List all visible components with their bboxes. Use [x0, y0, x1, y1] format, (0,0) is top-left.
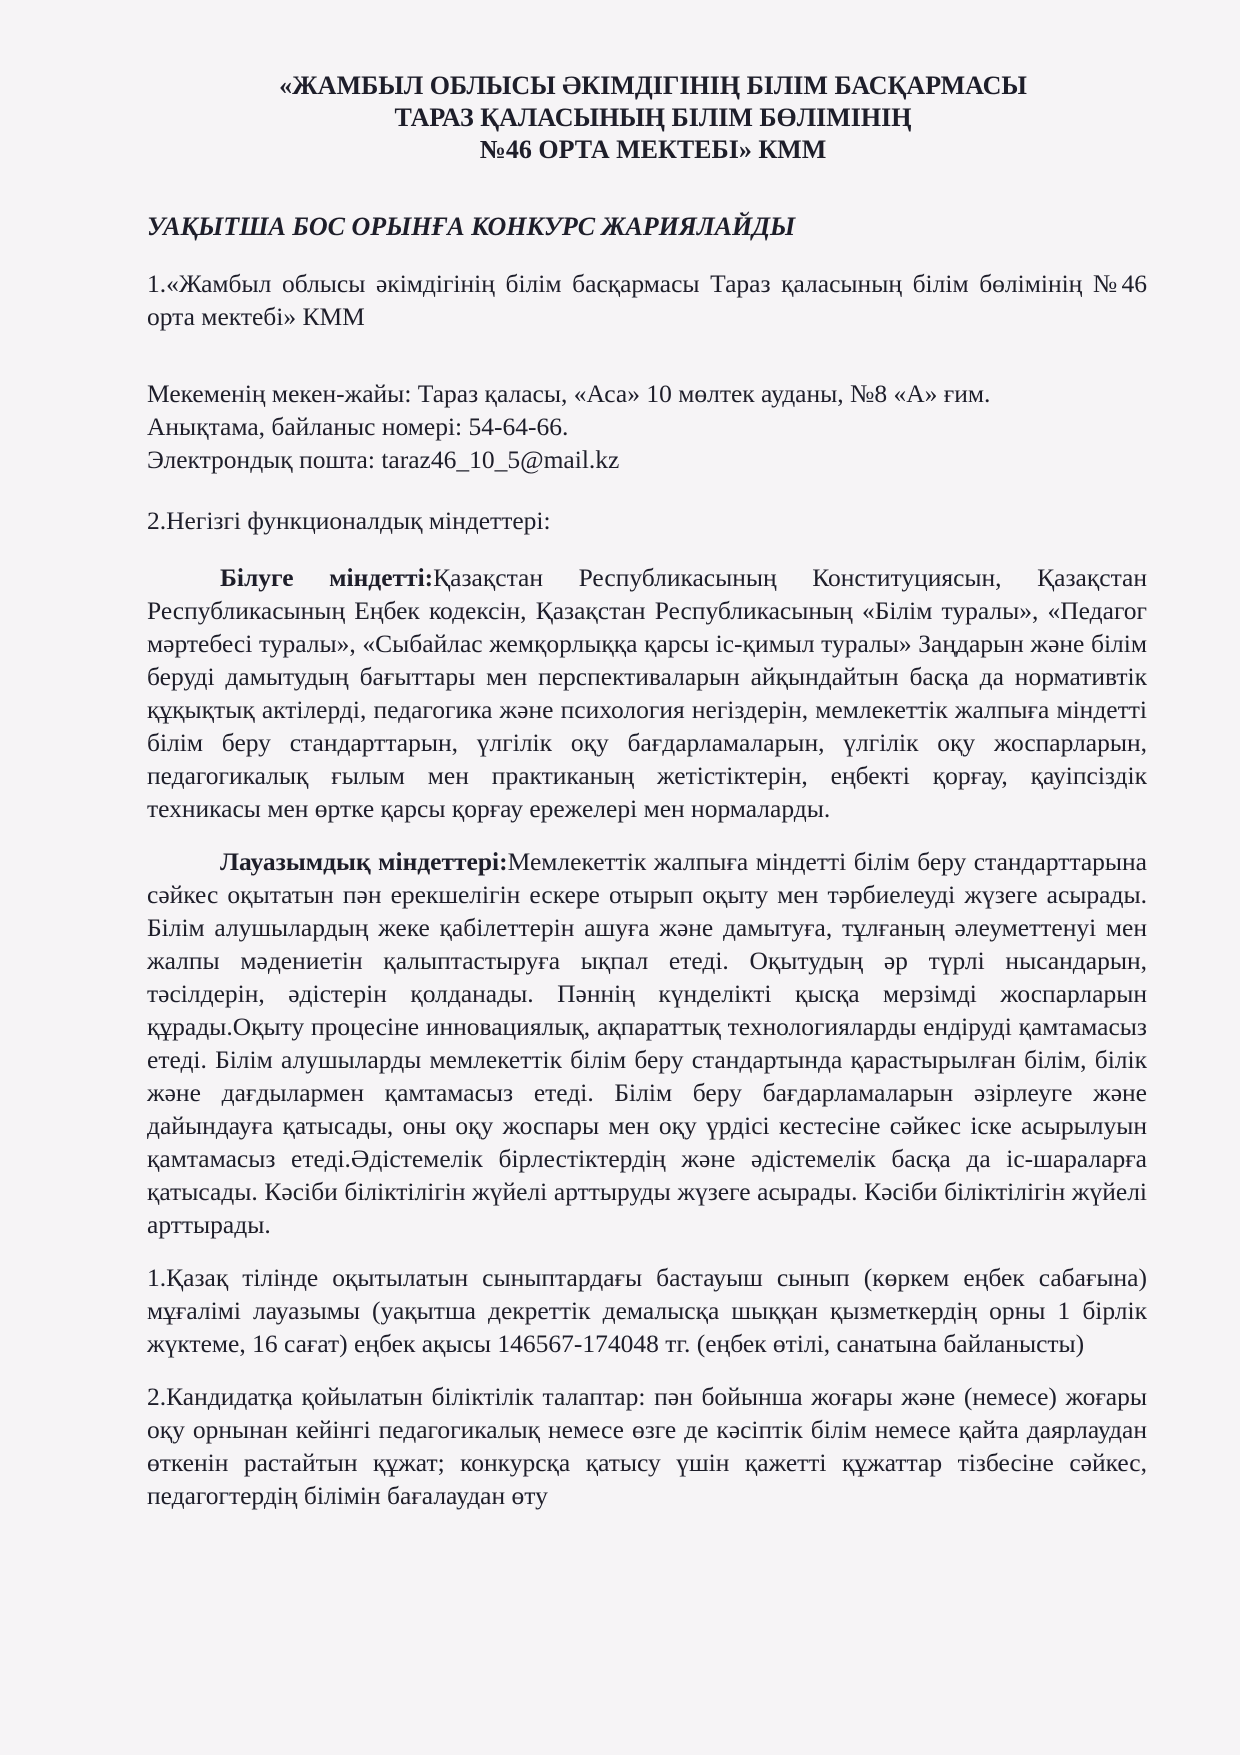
section-1-text: 1.«Жамбыл облысы әкімдігінің білім басқармасы Тараз қаласының білім бөлімінің №46 орта мектебі» КММ: [147, 269, 1147, 331]
document-header: [147, 70, 1147, 166]
header-line-2: ТАРАЗ ҚАЛАСЫНЫҢ БІЛІМ БӨЛІМІНІҢ: [394, 103, 912, 132]
duties-job-label: Лауазымдық міндеттері:: [220, 847, 508, 876]
announcement-title: УАҚЫТША БОС ОРЫНҒА КОНКУРС ЖАРИЯЛАЙДЫ: [147, 212, 796, 241]
contacts-block: [147, 377, 1147, 476]
duties-job-text: Мемлекеттік жалпыға міндетті білім беру стандарттарына сәйкес оқытатын пән ерекшелігін ескере отырып оқыту мен тәрбиелеуді жүзеге асырады. Білім алушылардың жеке қабілеттерін ашуға және дамытуға, тұлғаның әлеуметтенуі мен жалпы мәдениетін қалыптастыруға ықпал етеді. Оқытудың әр түрлі нысандарын, тәсілдерін, әдістерін қолданады. Пәннің күнделікті қысқа мерзімді жоспарларын құрады.Оқыту процесіне инновациялық, ақпараттық технологияларды ендіруді қамтамасыз етеді. Білім алушыларды мемлекеттік білім беру стандартында қарастырылған білім, білік және дағдылармен қамтамасыз етеді. Білім беру бағдарламаларын әзірлеуге және дайындауға қатысады, оны оқу жоспары мен оқу үрдісі кестесіне сәйкес іске асырылуын қамтамасыз етеді.Әдістемелік бірлестіктердің және әдістемелік басқа да іс-шараларға қатысады. Кәсіби біліктілігін жүйелі арттыруды жүзеге асырады. Кәсіби біліктілігін жүйелі арттырады.: [147, 847, 1147, 1239]
contact-email: Электрондық пошта: taraz46_10_5@mail.kz: [147, 445, 620, 474]
section-2-title: 2.Негізгі функционалдық міндеттері:: [147, 506, 551, 535]
contact-phone: Анықтама, байланыс номері: 54-64-66.: [147, 412, 569, 441]
document-page: [147, 70, 1147, 1512]
duties-know-label: Білуге міндетті:: [220, 563, 434, 592]
item-2-text: 2.Кандидатқа қойылатын біліктілік талаптар: пән бойынша жоғары және (немесе) жоғары оқу орнынан кейінгі педагогикалық немесе өзге де кәсіптік білім немесе қайта даярлаудан өткенін растайтын құжат; конкурсқа қатысу үшін қажетті құжаттар тізбесіне сәйкес, педагогтердің білімін бағалаудан өту: [147, 1382, 1147, 1510]
duties-know-paragraph: [147, 561, 1147, 825]
header-line-1: «ЖАМБЫЛ ОБЛЫСЫ ӘКІМДІГІНІҢ БІЛІМ БАСҚАРМАСЫ: [279, 71, 1027, 100]
contact-address: Мекеменің мекен-жайы: Тараз қаласы, «Аса» 10 мөлтек ауданы, №8 «А» ғим.: [147, 379, 991, 408]
duties-know-text: Қазақстан Республикасының Конституциясын, Қазақстан Республикасының Еңбек кодексін, Қазақстан Республикасының «Білім туралы», «Педагог мәртебесі туралы», «Сыбайлас жемқорлыққа қарсы іс-қимыл туралы» Заңдарын және білім беруді дамытудың бағыттары мен перспективаларын айқындайтын басқа да нормативтік құқықтық актілерді, педагогика және психология негіздерін, мемлекеттік жалпыға міндетті білім беру стандарттарын, үлгілік оқу бағдарламаларын, үлгілік оқу жоспарларын, педагогикалық ғылым мен практиканың жетістіктерін, еңбекті қорғау, қауіпсіздік техникасы мен өртке қарсы қорғау ережелері мен нормаларды.: [147, 563, 1147, 823]
header-line-3: №46 ОРТА МЕКТЕБІ» КММ: [479, 135, 827, 164]
duties-job-paragraph: [147, 845, 1147, 1241]
item-1-text: 1.Қазақ тілінде оқытылатын сыныптардағы бастауыш сынып (көркем еңбек сабағына) мұғалімі лауазымы (уақытша декреттік демалысқа шыққан қызметкердің орны 1 бірлік жүктеме, 16 сағат) еңбек ақысы 146567-174048 тг. (еңбек өтілі, санатына байланысты): [147, 1263, 1147, 1358]
